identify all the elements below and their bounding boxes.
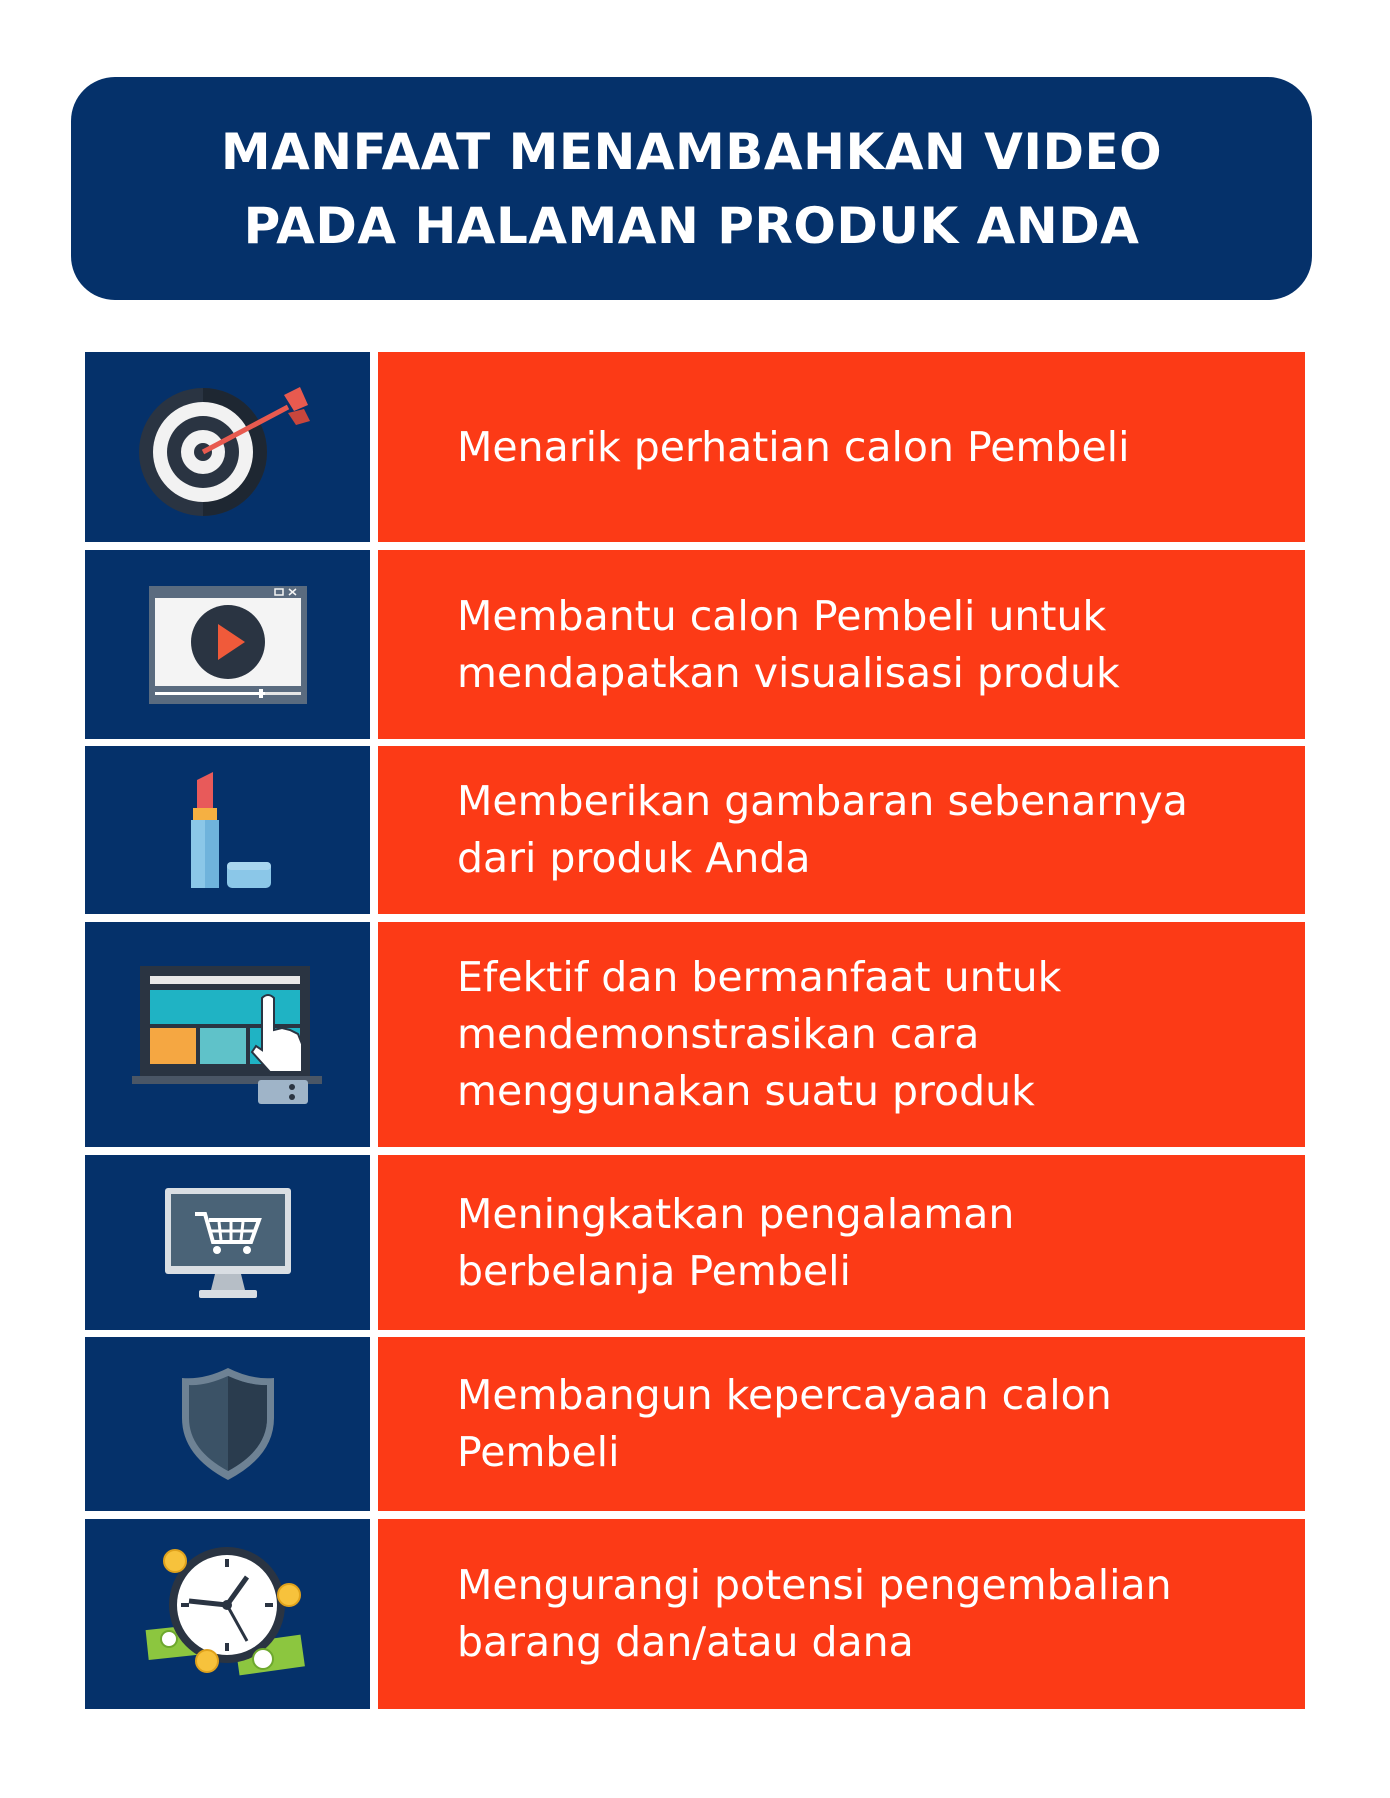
benefit-text-cell (378, 922, 1305, 1147)
benefit-icon-cell (85, 1155, 370, 1330)
benefit-icon-cell (85, 352, 370, 542)
benefit-icon-cell (85, 746, 370, 914)
benefit-text-cell (378, 1155, 1305, 1330)
benefit-text: Membantu calon Pembeli untuk mendapatkan visualisasi produk (457, 591, 1120, 697)
title-banner (71, 77, 1312, 300)
benefit-text: Efektif dan bermanfaat untuk mendemonstrasikan cara menggunakan suatu produk (457, 953, 1062, 1115)
shield-icon (180, 1366, 276, 1482)
title-line-2: PADA HALAMAN PRODUK ANDA (243, 196, 1140, 255)
benefit-text: Mengurangi potensi pengembalian barang dan/atau dana (457, 1561, 1172, 1666)
benefit-row-7 (85, 1519, 1305, 1709)
laptop-touch-icon (132, 964, 324, 1106)
benefit-row-2 (85, 550, 1305, 739)
benefit-row-4 (85, 922, 1305, 1147)
benefit-icon-cell (85, 1519, 370, 1709)
benefit-text-cell (378, 1519, 1305, 1709)
benefit-row-6 (85, 1337, 1305, 1511)
benefit-text: Membangun kepercayaan calon Pembeli (457, 1371, 1112, 1476)
benefit-icon-cell (85, 1337, 370, 1511)
clock-money-icon (143, 1543, 313, 1685)
shopping-cart-monitor-icon (163, 1186, 293, 1300)
benefit-icon-cell (85, 550, 370, 739)
benefit-text: Menarik perhatian calon Pembeli (457, 422, 1130, 471)
benefit-row-3 (85, 746, 1305, 914)
benefit-row-5 (85, 1155, 1305, 1330)
benefit-text-cell (378, 746, 1305, 914)
video-player-icon (147, 584, 309, 706)
lipstick-icon (183, 770, 273, 890)
benefit-row-1 (85, 352, 1305, 542)
benefit-text: Meningkatkan pengalaman berbelanja Pembeli (457, 1189, 1015, 1295)
benefit-text-cell (378, 1337, 1305, 1511)
benefit-icon-cell (85, 922, 370, 1147)
title-line-1: MANFAAT MENAMBAHKAN VIDEO (220, 122, 1163, 181)
benefit-text-cell (378, 550, 1305, 739)
target-arrow-icon (138, 377, 318, 517)
benefit-text: Memberikan gambaran sebenarnya dari produk Anda (457, 777, 1188, 882)
benefit-text-cell (378, 352, 1305, 542)
